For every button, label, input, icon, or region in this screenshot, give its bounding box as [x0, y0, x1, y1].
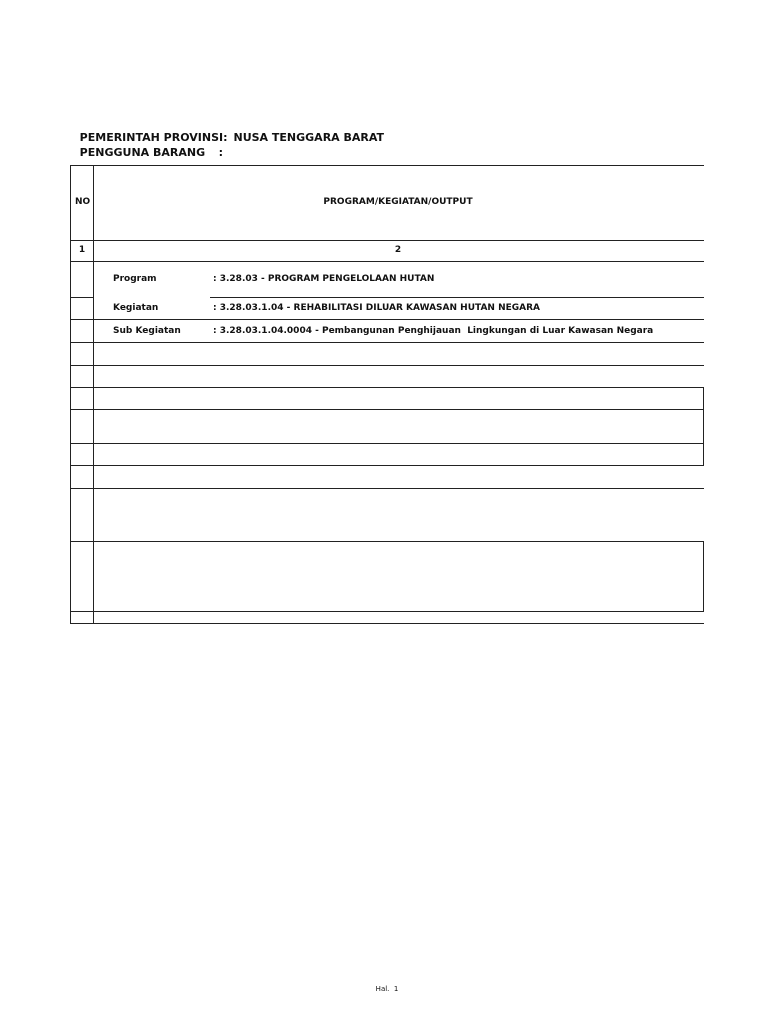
column-header-no: NO	[75, 197, 91, 207]
table-rule	[70, 611, 704, 612]
program-value: : 3.28.03 - PROGRAM PENGELOLAAN HUTAN	[213, 274, 435, 284]
table-border-right	[703, 541, 704, 611]
province-value: NUSA TENGGARA BARAT	[233, 131, 385, 144]
province-separator: :	[223, 131, 228, 144]
column-index-no: 1	[78, 245, 86, 255]
program-label: Program	[113, 274, 157, 284]
table-rule	[70, 387, 704, 388]
table-rule	[70, 541, 704, 542]
user-label: PENGGUNA BARANG	[79, 146, 206, 159]
province-label: PEMERINTAH PROVINSI	[79, 131, 224, 144]
table-rule	[70, 443, 704, 444]
table-rule	[70, 165, 704, 166]
table-rule	[70, 409, 704, 410]
kegiatan-label: Kegiatan	[113, 303, 159, 313]
table-column-divider	[93, 165, 94, 624]
table-rule	[70, 261, 704, 262]
table-border-right	[703, 387, 704, 465]
kegiatan-value: : 3.28.03.1.04 - REHABILITASI DILUAR KAWASAN HUTAN NEGARA	[213, 303, 541, 313]
table-rule	[70, 319, 704, 320]
page-number: Hal. 1	[375, 985, 399, 993]
table-rule	[70, 623, 704, 624]
subkegiatan-value: : 3.28.03.1.04.0004 - Pembangunan Penghijauan Lingkungan di Luar Kawasan Negara	[213, 326, 654, 336]
column-header-program: PROGRAM/KEGIATAN/OUTPUT	[323, 197, 473, 207]
table-rule	[70, 465, 704, 466]
table-rule	[210, 297, 704, 298]
table-rule	[70, 240, 704, 241]
user-separator: :	[218, 146, 224, 159]
column-index-program: 2	[394, 245, 402, 255]
table-rule	[70, 365, 704, 366]
table-rule	[70, 297, 93, 298]
subkegiatan-label: Sub Kegiatan	[113, 326, 181, 336]
user-line	[72, 133, 229, 159]
table-rule	[70, 342, 704, 343]
table-border-left	[70, 165, 71, 624]
table-rule	[70, 488, 704, 489]
